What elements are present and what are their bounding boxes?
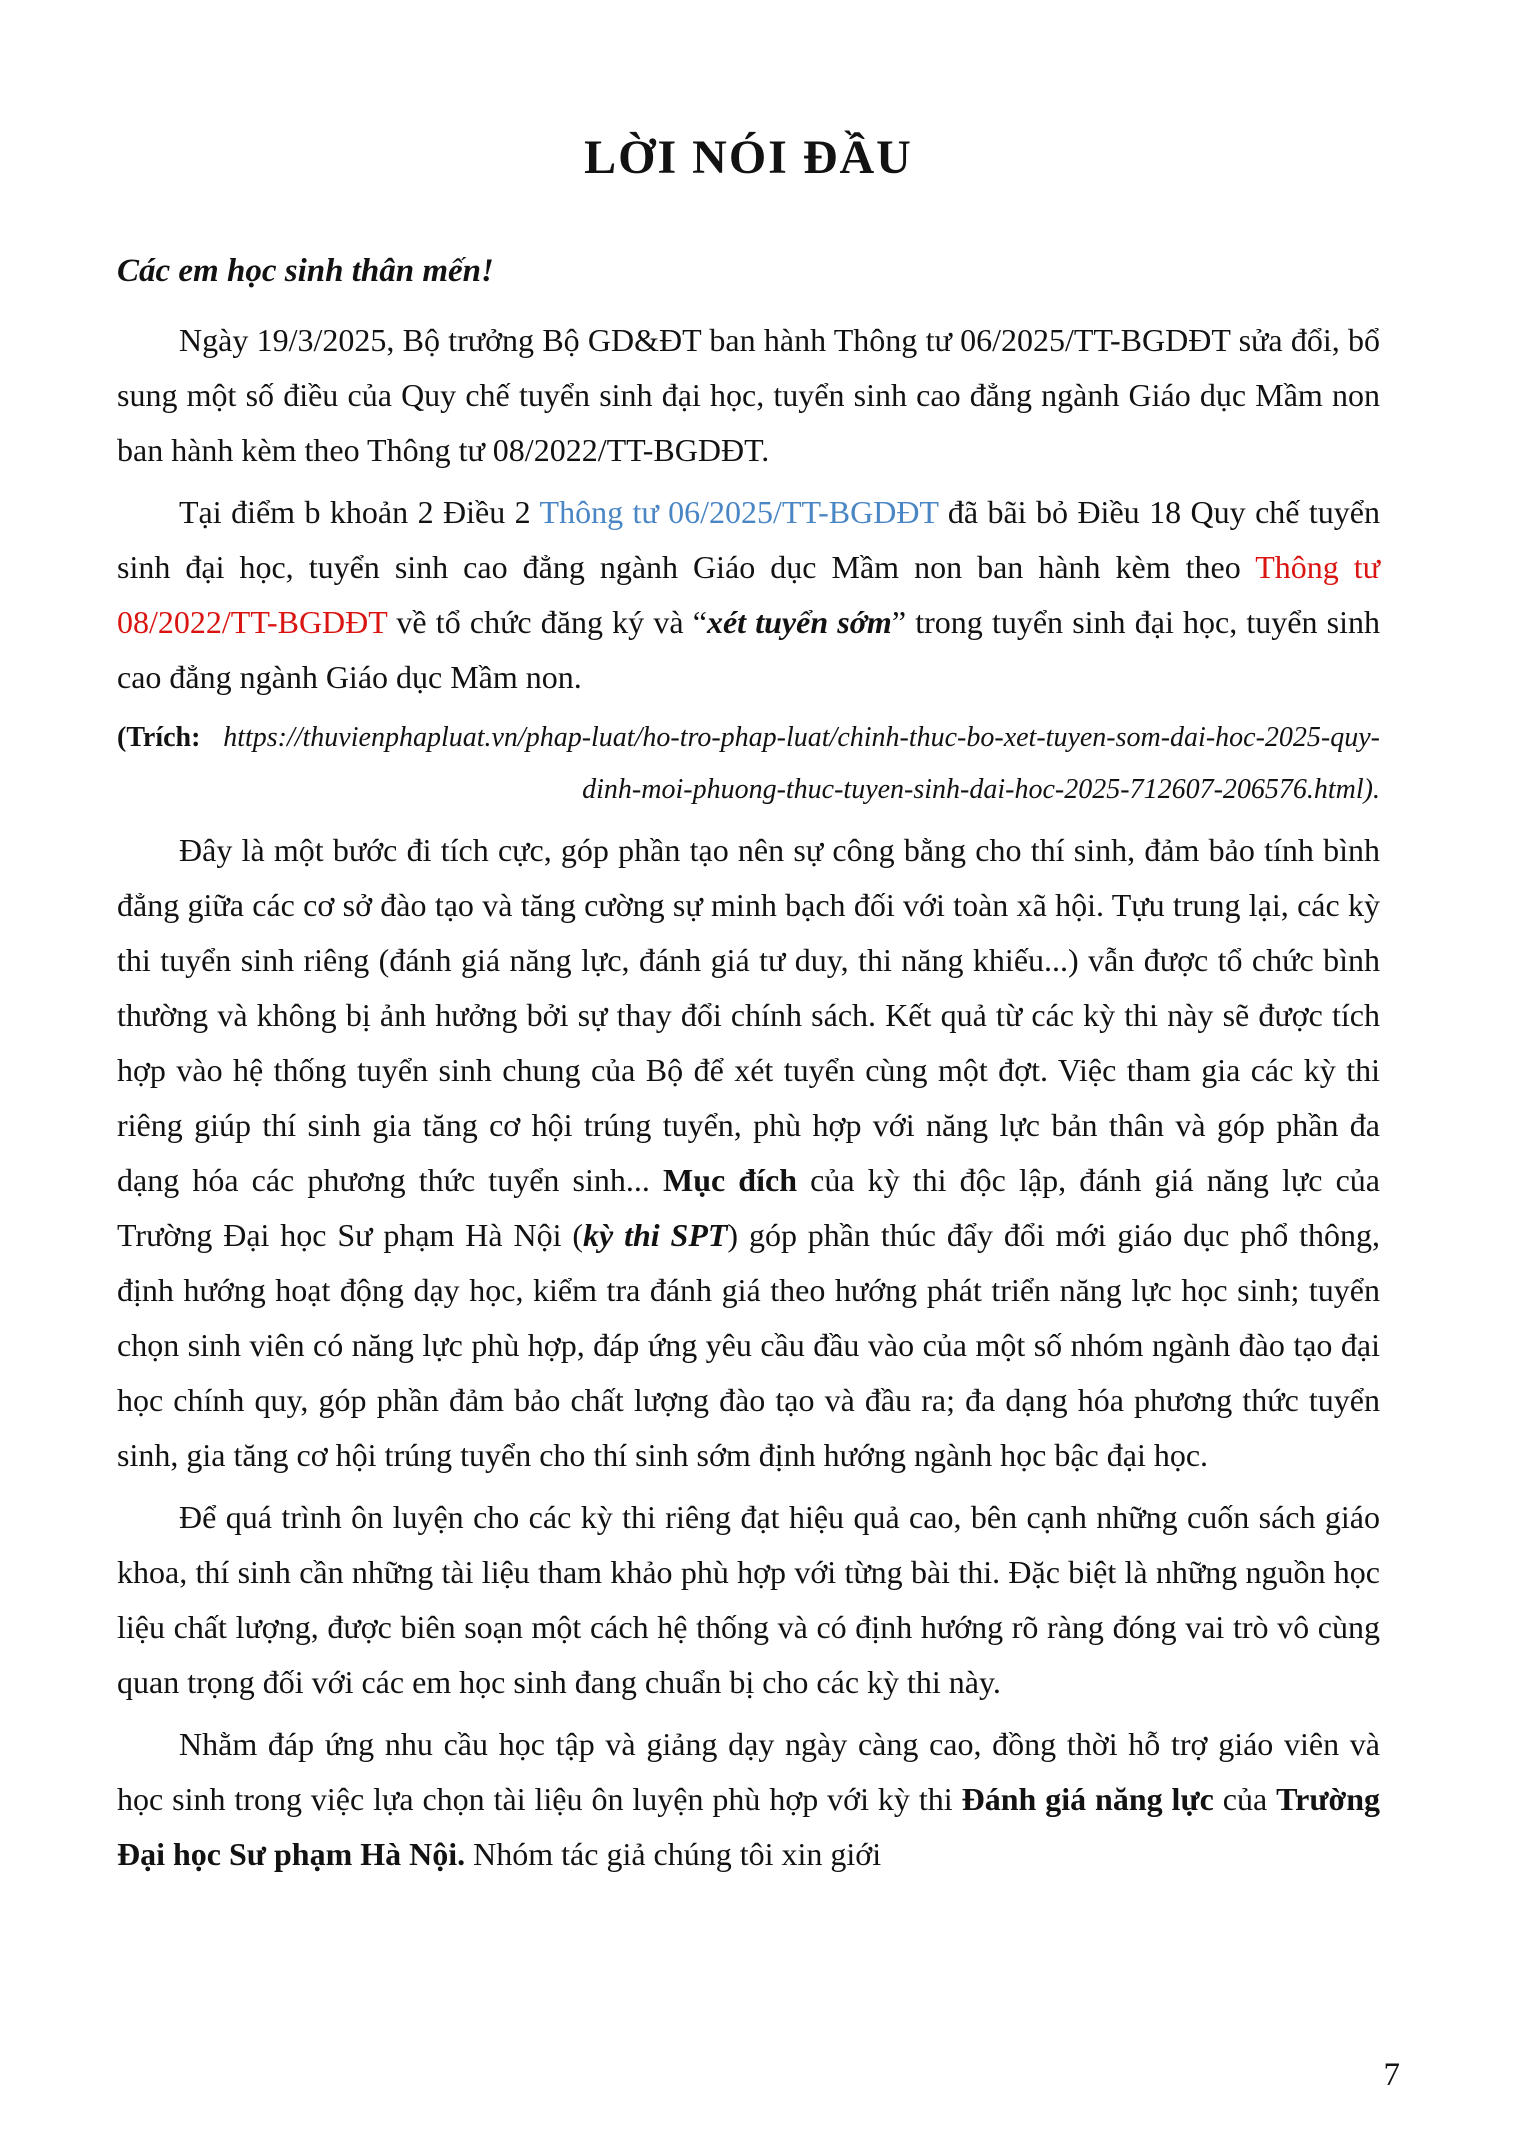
link-thong-tu-06-2025[interactable]: Thông tư 06/2025/TT-BGDĐT: [539, 494, 939, 530]
paragraph-intro: [117, 1717, 1380, 1882]
paragraph-opening: [117, 313, 1380, 478]
citation: [117, 712, 1380, 816]
page-number: 7: [1383, 2057, 1400, 2093]
citation-label: (Trích:: [117, 722, 224, 753]
page-title: LỜI NÓI ĐẦU: [584, 131, 913, 184]
paragraph-circular-text-4: ” trong tuyển sinh đại học, tuyển sinh cao đẳng ngành Giáo dục Mầm non.: [117, 604, 1381, 695]
paragraph-circular-text-1: Tại điểm b khoản 2 Điều 2: [179, 494, 540, 530]
emphasis-muc-dich: Mục đích: [662, 1162, 797, 1198]
link-thong-tu-08-2022[interactable]: Thông tư 08/2022/TT-BGDĐT: [117, 549, 1381, 640]
citation-url-link[interactable]: https://thuvienphapluat.vn/phap-luat/ho-tro-phap-luat/chinh-thuc-bo-xet-tuyen-som-dai-hoc-2025-quy-dinh-moi-phuong-thuc-tuyen-sinh-dai-hoc-2025-712607-206576.html: [223, 722, 1380, 805]
emphasis-ky-thi-spt: kỳ thi SPT: [583, 1217, 728, 1253]
emphasis-xet-tuyen-som: xét tuyển sớm: [706, 604, 892, 640]
paragraph-materials: [117, 1490, 1380, 1710]
emphasis-truong-dhsp-ha-noi: Trường Đại học Sư phạm Hà Nội.: [117, 1781, 1381, 1872]
paragraph-purpose-text-3: ) góp phần thúc đẩy đổi mới giáo dục phổ thông, định hướng hoạt động dạy học, kiểm tra đánh giá theo hướng phát triển năng lực học sinh; tuyển chọn sinh viên có năng lực phù hợp, đáp ứng yêu cầu đầu vào của một số nhóm ngành đào tạo đại học chính quy, góp phần đảm bảo chất lượng đào tạo và đầu ra; đa dạng hóa phương thức tuyển sinh, gia tăng cơ hội trúng tuyển cho thí sinh sớm định hướng ngành học bậc đại học.: [117, 1217, 1381, 1473]
citation-closing: ).: [1363, 774, 1380, 805]
paragraph-intro-text-2: của: [1213, 1781, 1277, 1817]
paragraph-opening-text: Ngày 19/3/2025, Bộ trưởng Bộ GD&ĐT ban hành Thông tư 06/2025/TT-BGDĐT sửa đổi, bổ sung một số điều của Quy chế tuyển sinh đại học, tuyển sinh cao đẳng ngành Giáo dục Mầm non ban hành kèm theo Thông tư 08/2022/TT-BGDĐT.: [117, 322, 1380, 468]
paragraph-intro-text-1: Nhằm đáp ứng nhu cầu học tập và giảng dạy ngày càng cao, đồng thời hỗ trợ giáo viên và học sinh trong việc lựa chọn tài liệu ôn luyện phù hợp với kỳ thi: [117, 1726, 1380, 1817]
paragraph-circular: [117, 485, 1380, 705]
emphasis-danh-gia-nang-luc: Đánh giá năng lực: [961, 1781, 1214, 1817]
paragraph-materials-text: Để quá trình ôn luyện cho các kỳ thi riêng đạt hiệu quả cao, bên cạnh những cuốn sách giáo khoa, thí sinh cần những tài liệu tham khảo phù hợp với từng bài thi. Đặc biệt là những nguồn học liệu chất lượng, được biên soạn một cách hệ thống và có định hướng rõ ràng đóng vai trò vô cùng quan trọng đối với các em học sinh đang chuẩn bị cho các kỳ thi này.: [117, 1499, 1380, 1700]
paragraph-circular-text-2: đã bãi bỏ Điều 18 Quy chế tuyển sinh đại học, tuyển sinh cao đẳng ngành Giáo dục Mầm non ban hành kèm theo: [117, 494, 1381, 585]
paragraph-purpose-text-2: của kỳ thi độc lập, đánh giá năng lực của Trường Đại học Sư phạm Hà Nội (: [117, 1162, 1381, 1253]
paragraph-purpose-text-1: Đây là một bước đi tích cực, góp phần tạo nên sự công bằng cho thí sinh, đảm bảo tính bình đẳng giữa các cơ sở đào tạo và tăng cường sự minh bạch đối với toàn xã hội. Tựu trung lại, các kỳ thi tuyển sinh riêng (đánh giá năng lực, đánh giá tư duy, thi năng khiếu...) vẫn được tổ chức bình thường và không bị ảnh hưởng bởi sự thay đổi chính sách. Kết quả từ các kỳ thi này sẽ được tích hợp vào hệ thống tuyển sinh chung của Bộ để xét tuyển cùng một đợt. Việc tham gia các kỳ thi riêng giúp thí sinh gia tăng cơ hội trúng tuyển, phù hợp với năng lực bản thân và góp phần đa dạng hóa các phương thức tuyển sinh...: [117, 832, 1380, 1198]
paragraph-intro-text-3: Nhóm tác giả chúng tôi xin giới: [465, 1836, 882, 1872]
paragraph-purpose: [117, 823, 1380, 1483]
paragraph-circular-text-3: về tổ chức đăng ký và “: [387, 604, 707, 640]
salutation: Các em học sinh thân mến!: [117, 253, 494, 289]
